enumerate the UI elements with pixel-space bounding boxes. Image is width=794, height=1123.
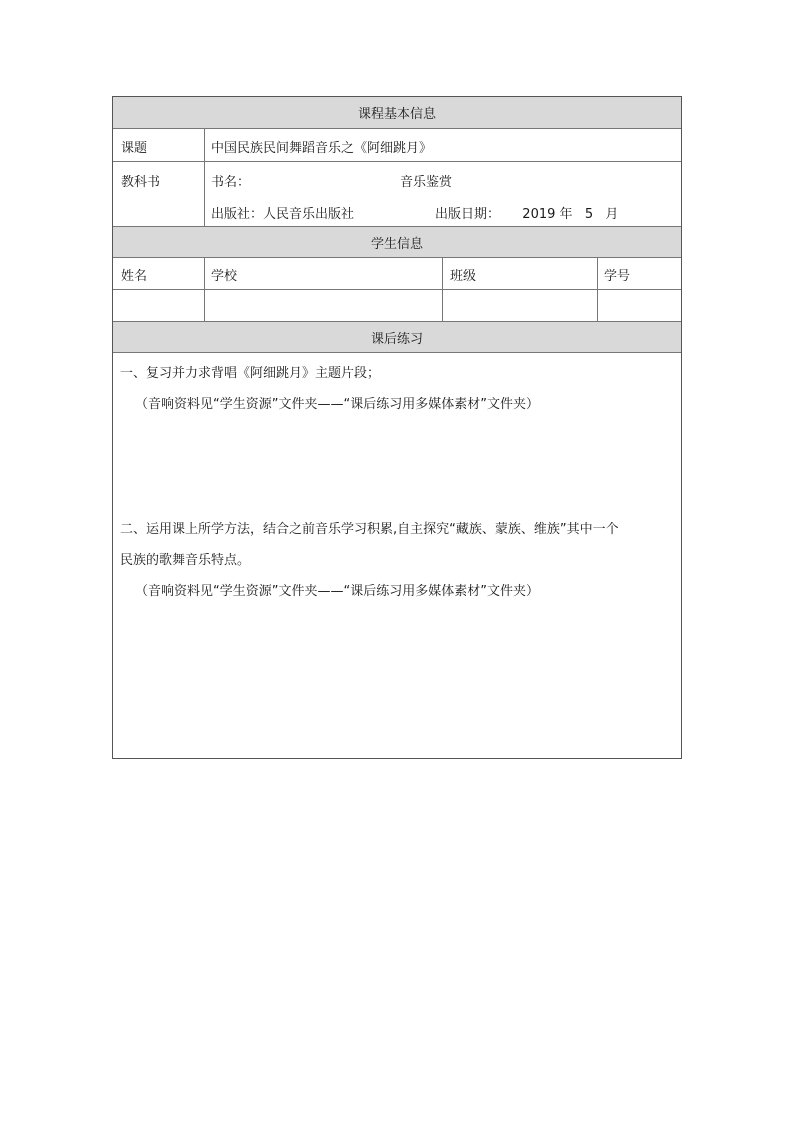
student-info-header [113,227,681,258]
textbook-label: 教科书 [121,175,161,190]
topic-value: 中国民族民间舞蹈音乐之《阿细跳月》 [211,141,433,156]
pub-date-label: 出版日期： [435,207,501,222]
book-name-value: 音乐鉴赏 [400,175,453,190]
school-column-header: 学校 [211,269,238,284]
course-info-header [113,97,681,129]
book-name-label: 书名： [211,175,251,190]
student-info-header-text: 学生信息 [370,236,423,252]
publisher-text: 出版社：人民音乐出版社 [211,207,355,222]
row-divider [113,289,681,290]
pub-year: 2019 [522,207,556,222]
exercise-1-text: 一、复习并力求背唱《阿细跳月》主题片段； [120,366,381,381]
row-divider [113,161,681,162]
exercise-2-text-line-1: 二、运用课上所学方法，结合之前音乐学习积累,自主探究“藏族、蒙族、维族”其中一个 [120,522,619,537]
year-unit: 年 [559,207,573,222]
col-divider [204,129,205,226]
pub-date [435,203,618,222]
exercises-header-text: 课后练习 [370,331,423,347]
pub-month: 5 [584,207,594,222]
course-form-table [112,96,682,759]
exercise-2-text-line-2: 民族的歌舞音乐特点。 [120,553,251,568]
name-column-header: 姓名 [121,269,148,284]
exercise-1-note: （音响资料见“学生资源”文件夹——“课后练习用多媒体素材”文件夹） [135,397,539,412]
class-column-header: 班级 [450,269,477,284]
exercises-header [113,322,681,353]
month-unit: 月 [605,207,619,222]
student-id-column-header: 学号 [604,269,631,284]
course-info-header-text: 课程基本信息 [357,107,436,122]
topic-label: 课题 [121,141,148,156]
exercise-2-note: （音响资料见“学生资源”文件夹——“课后练习用多媒体素材”文件夹） [135,584,539,599]
